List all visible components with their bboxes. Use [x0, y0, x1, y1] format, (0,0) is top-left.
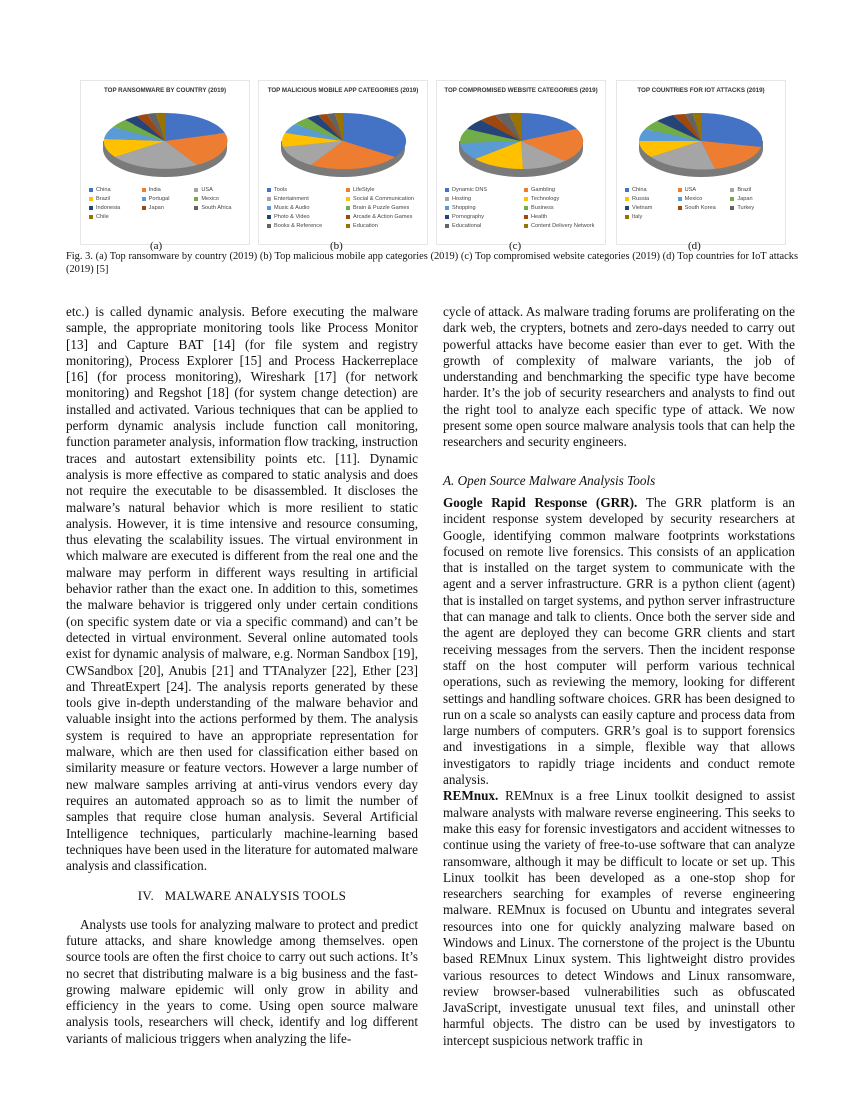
- grr-text: The GRR platform is an incident response system developed by security researchers at Google, identifying common malware footprints workstations focused on remote live forensics. This consists of an application that is installed on the target system to communicate with the agent and a server infrastructure. GRR is a python client (agent) that is installed on target systems, and python server infrastructure that can manage and talk to clients. Once both the server side and the agent are deployed they can become GRR clients and start receiving messages from the servers. Then the incident response staff on the host computer will perform various technical operations, such as reviewing the memory, looking for different settings and handling software choices. GRR has been designed to run on a scale so analysts can easily capture and process data from large numbers of computers. GRR’s goal is to support forensics and investigations in a simple, flexible way that allows investigators to rapidly triage incidents and conduct remote analysis.: [443, 494, 795, 788]
- legend-item: Mexico: [678, 196, 729, 202]
- legend-item: South Korea: [678, 205, 729, 211]
- sublabel-b: (b): [330, 240, 343, 252]
- grr-paragraph: [443, 495, 795, 788]
- legend-item: Japan: [142, 205, 193, 211]
- legend-item: China: [625, 187, 676, 193]
- legend-item: Entertainment: [267, 196, 344, 202]
- legend-item: Brazil: [730, 187, 781, 193]
- legend-item: India: [142, 187, 193, 193]
- legend-item: Turkey: [730, 205, 781, 211]
- pie-chart-c: [441, 99, 601, 185]
- panel-title: TOP COMPROMISED WEBSITE CATEGORIES (2019): [444, 87, 598, 94]
- figure-caption: Fig. 3. (a) Top ransomware by country (2019) (b) Top malicious mobile app categories (2019) (c) Top compromised website categories (2019) (d) Top countries for IoT attacks (2019) [5]: [66, 251, 798, 275]
- legend-item: Arcade & Action Games: [346, 214, 423, 220]
- sublabel-a: (a): [150, 240, 163, 252]
- section-number: IV.: [137, 888, 154, 904]
- panel-d-iot-attacks-by-country: [616, 80, 786, 245]
- slice-china: [701, 113, 762, 147]
- legend-d: [625, 187, 781, 220]
- sublabel-c: (c): [509, 240, 522, 252]
- sublabel-d: (d): [688, 240, 701, 252]
- panel-b-mobile-app-categories: [258, 80, 428, 245]
- subsection-heading: A. Open Source Malware Analysis Tools: [443, 472, 656, 488]
- legend-a: [89, 187, 245, 220]
- legend-item: China: [89, 187, 140, 193]
- right-column: [443, 304, 795, 1049]
- legend-item: Vietnam: [625, 205, 676, 211]
- legend-item: Education: [346, 223, 423, 229]
- legend-item: Content Delivery Network: [524, 223, 601, 229]
- grr-title: Google Rapid Response (GRR).: [443, 494, 638, 510]
- legend-item: Pornography: [445, 214, 522, 220]
- legend-item: Gambling: [524, 187, 601, 193]
- panel-c-compromised-website-categories: [436, 80, 606, 245]
- section-title: MALWARE ANALYSIS TOOLS: [164, 888, 347, 904]
- legend-item: LifeStyle: [346, 187, 423, 193]
- legend-item: Portugal: [142, 196, 193, 202]
- section-heading: [66, 888, 418, 904]
- panel-title: TOP RANSOMWARE BY COUNTRY (2019): [103, 87, 227, 94]
- legend-c: [445, 187, 601, 229]
- figure-3: [80, 80, 786, 245]
- legend-item: Mexico: [194, 196, 245, 202]
- pie-chart-d: [621, 99, 781, 185]
- legend-item: Hosting: [445, 196, 522, 202]
- legend-item: USA: [194, 187, 245, 193]
- legend-item: Business: [524, 205, 601, 211]
- legend-item: Brazil: [89, 196, 140, 202]
- remnux-paragraph: [443, 788, 795, 1049]
- legend-item: Technology: [524, 196, 601, 202]
- panel-title: TOP COUNTRIES FOR IOT ATTACKS (2019): [637, 87, 765, 94]
- legend-item: South Africa: [194, 205, 245, 211]
- legend-item: Educational: [445, 223, 522, 229]
- legend-item: Shopping: [445, 205, 522, 211]
- panel-a-ransomware-by-country: [80, 80, 250, 245]
- legend-item: Health: [524, 214, 601, 220]
- pie-chart-b: [263, 99, 423, 185]
- legend-item: Photo & Video: [267, 214, 344, 220]
- legend-item: Dynamic DNS: [445, 187, 522, 193]
- legend-item: Russia: [625, 196, 676, 202]
- panel-title: TOP MALICIOUS MOBILE APP CATEGORIES (2019): [267, 87, 419, 94]
- legend-item: Brain & Puzzle Games: [346, 205, 423, 211]
- pie-chart-a: [85, 99, 245, 185]
- legend-item: Books & Reference: [267, 223, 344, 229]
- legend-item: Indonesia: [89, 205, 140, 211]
- remnux-title: REMnux.: [443, 788, 499, 804]
- legend-item: Music & Audio: [267, 205, 344, 211]
- remnux-text: REMnux is a free Linux toolkit designed to assist malware analysts with malware reverse engineering. This seeks to make this easy for forensic investigators and accident witnesses to continue using the variety of free-to-use software that can analyze ransomware, although it may be difficult to locate or set up. This Linux toolkit has been developed as a one-stop shop for researchers searching for examples of reverse engineering malware. REMnux is focused on Ubuntu and integrates several resources into one for quickly analyzing malware based on Windows and Linux. The cornerstone of the project is the Ubuntu based REMnux Linux system. This lightweight distro provides various resources to detect Windows and Linux ransomware, review browser-based vulnerabilities such as obfuscated JavaScript, investigate unusual text files, and uninstall other harmful objects. The distro can be used by investigators to intercept suspicious network traffic in: [443, 788, 795, 1048]
- legend-item: Social & Communication: [346, 196, 423, 202]
- legend-item: Tools: [267, 187, 344, 193]
- body-paragraph: etc.) is called dynamic analysis. Before executing the malware sample, the appropriate monitoring tools like Process Monitor [13] and Capture BAT [14] (for file system and registry monitoring), Process Explorer [15] and Process Hackerreplace [16] (for process monitoring), Wireshark [17] (for network monitoring) and Regshot [18] (for system change detection) are installed and activated. Various techniques that can be applied to perform dynamic analysis include function call monitoring, function parameter analysis, information flow tracking, instruction traces and autostart extensibility points etc. [11]. Dynamic analysis is more effective as compared to static analysis and does not require the executable to be disassembled. It discloses the malware’s natural behavior which is more resilient to static analysis. However, it is time intensive and resource consuming, thus elevating the scalability issues. The virtual environment in which malware are executed is different from the real one and the malware may perform in different ways resulting in artificial behavior rather than the exact one. In addition to this, sometimes the malware behavior is triggered only under certain conditions (on specific system date or via a specific command) and can’t be detected in virtual environment. Several online automated tools exist for dynamic analysis of malware, e.g. Norman Sandbox [19], CWSandbox [20], Anubis [21] and TTAnalyzer [22], Ether [23] and ThreatExpert [24]. The analysis reports generated by these tools give in-depth understanding of the malware behavior and valuable insight into the actions performed by them. The analysis system is required to have an appropriate representation for malware, which are then used for classification either based on similarity measure or feature vectors. However a large number of new malware samples arriving at anti-virus vendors every day requires an automated approach so as to limit the number of samples that require close human analysis. Several Artificial Intelligence techniques, particularly machine-learning based techniques have been used in the literature for automated malware analysis and classification.: [66, 304, 418, 874]
- legend-item: USA: [678, 187, 729, 193]
- legend-item: Chile: [89, 214, 140, 220]
- body-paragraph: cycle of attack. As malware trading forums are proliferating on the dark web, the crypters, botnets and zero-days needed to carry out powerful attacks have become easier than ever to get. With the growth of complexity of malware variants, the job of understanding and benchmarking the specific type have become harder. It’s the job of security researchers and analysts to find out the right tool to analyze each specific type of attack. We now present some open source malware analysis tools that can help the researchers and security engineers.: [443, 304, 795, 450]
- legend-item: Italy: [625, 214, 676, 220]
- left-column: [66, 304, 418, 1047]
- legend-b: [267, 187, 423, 229]
- body-paragraph: Analysts use tools for analyzing malware to protect and predict future attacks, and share knowledge among themselves. open source tools are often the first choice to carry out such actions. It’s no secret that distributing malware is a big business and the fast-growing malware epidemic will only grow in ability and efficiency in the years to come. Using open source malware analysis tools, researchers will check, identify and log different variants of malicious triggers when analyzing the life-: [66, 916, 418, 1046]
- legend-item: Japan: [730, 196, 781, 202]
